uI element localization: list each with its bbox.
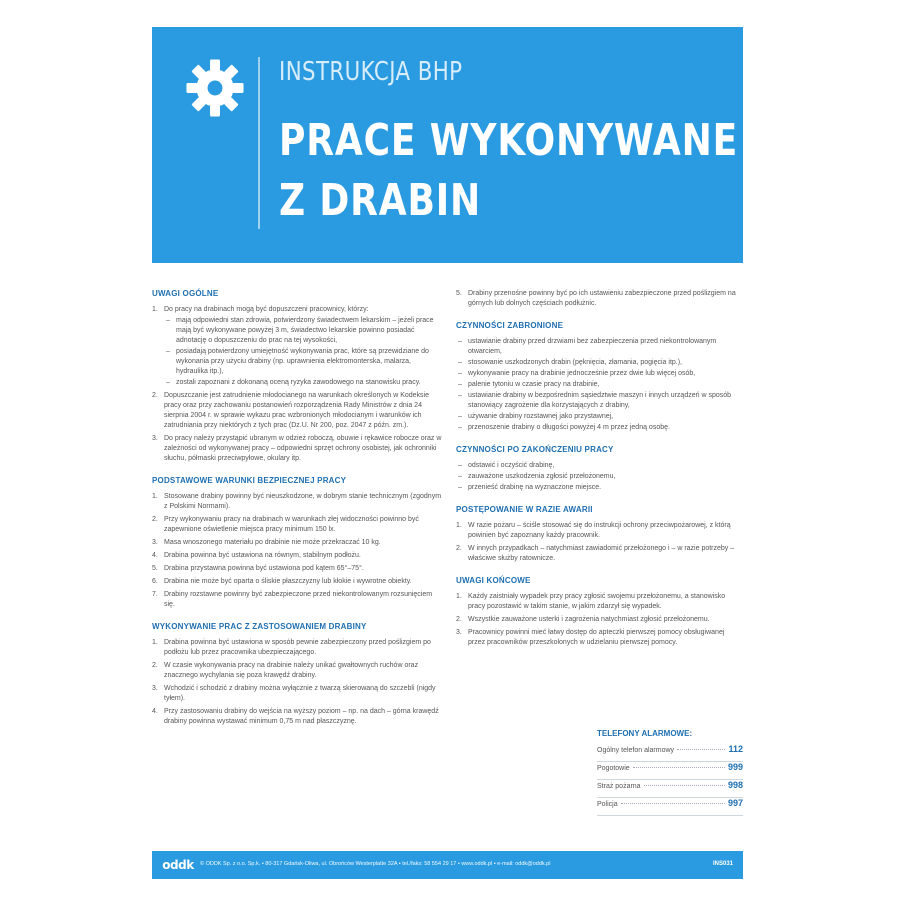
item-text: Pracownicy powinni mieć łatwy dostęp do apteczki pierwszej pomocy obsługiwanej przez pracowników przeszkolonych w udzielaniu pierwszej pomocy. bbox=[468, 629, 725, 646]
gear-icon bbox=[184, 57, 246, 119]
list-item: – ustawianie drabiny w bezpośrednim sąsiedztwie maszyn i innych urządzeń w sposób stanowiący zagrożenie dla korzystających z drabiny, bbox=[456, 391, 743, 411]
dot-leader bbox=[633, 767, 725, 768]
list-item bbox=[456, 615, 743, 625]
section-after-work bbox=[456, 445, 743, 493]
list-item bbox=[456, 521, 743, 541]
item-text: Przy wykonywaniu pracy na drabinach w warunkach złej widoczności powinno być zapewnione oświetlenie miejsca pracy minimum 150 lx. bbox=[164, 516, 419, 533]
sub-list bbox=[164, 316, 442, 388]
list-item bbox=[152, 638, 442, 658]
section-title: UWAGI OGÓLNE bbox=[152, 289, 219, 298]
item-text: Drabina powinna być ustawiona w sposób pewnie zabezpieczony przed poślizgiem po podłożu lub przez pracownika ubezpieczającego. bbox=[164, 639, 431, 656]
list-item bbox=[152, 305, 442, 388]
list-item bbox=[152, 391, 442, 431]
phone-label: Policja bbox=[597, 801, 618, 808]
item-text: W razie pożaru – ściśle stosować się do instrukcji ochrony przeciwpożarowej, z którą powinien być zapoznany każdy pracownik. bbox=[468, 522, 731, 539]
section-title: UWAGI KOŃCOWE bbox=[456, 576, 531, 585]
item-number: 2. bbox=[456, 616, 462, 623]
section-final-remarks bbox=[456, 576, 743, 648]
list-item bbox=[152, 515, 442, 535]
publisher-info: © ODDK Sp. z o.o. Sp.k. • 80-317 Gdańsk-Oliwa, ul. Obrońców Westerplatte 32A • tel./faks: 58 554 29 17 • www.oddk.pl • e-mail: oddk@oddk.pl bbox=[200, 861, 551, 867]
list-item bbox=[152, 551, 442, 561]
dot-leader bbox=[677, 749, 725, 750]
list-item bbox=[456, 544, 743, 564]
list-item bbox=[152, 590, 442, 610]
phone-number: 112 bbox=[728, 744, 743, 754]
right-column bbox=[456, 289, 743, 660]
item-number: 3. bbox=[152, 685, 158, 692]
list-item: – wykonywanie pracy na drabinie jednocześnie przez dwie lub więcej osób, bbox=[456, 369, 743, 379]
list-item bbox=[152, 564, 442, 574]
item-text: Przy zastosowaniu drabiny do wejścia na wyższy poziom – np. na dach – górna krawędź drabiny powinna wystawać minimum 0,75 m nad płaszczyznę. bbox=[164, 708, 439, 725]
section-title: CZYNNOŚCI PO ZAKOŃCZENIU PRACY bbox=[456, 445, 614, 454]
item-number: 4. bbox=[152, 552, 158, 559]
item-text: W innych przypadkach – natychmiast zawiadomić przełożonego i – w razie potrzeby – właściwe służby ratownicze. bbox=[468, 545, 735, 562]
phone-number: 998 bbox=[727, 780, 743, 790]
list-item: – stosowanie uszkodzonych drabin (pęknięcia, złamania, pogięcia itp.), bbox=[456, 358, 743, 368]
dot-leader bbox=[644, 785, 725, 786]
item-text: Każdy zaistniały wypadek przy pracy zgłosić swojemu przełożonemu, a stanowisko pracy pozostawić w takim stanie, w jakim zdarzył się wypadek. bbox=[468, 593, 726, 610]
item-number: 1. bbox=[456, 522, 462, 529]
header-divider bbox=[258, 57, 260, 229]
phone-row bbox=[597, 762, 743, 780]
phone-label: Straż pożarna bbox=[597, 783, 641, 790]
item-number: 3. bbox=[152, 539, 158, 546]
list-item bbox=[152, 684, 442, 704]
phone-row bbox=[597, 798, 743, 816]
item-text: Stosowane drabiny powinny być nieuszkodzone, w dobrym stanie technicznym (zgodnym z Polskimi Normami). bbox=[164, 493, 442, 510]
list-item: – ustawianie drabiny przed drzwiami bez zabezpieczenia przed niekontrolowanym otwarciem, bbox=[456, 337, 743, 357]
list-item: – używanie drabiny rozstawnej jako przystawnej, bbox=[456, 412, 743, 422]
list-item: – odstawić i oczyścić drabinę, bbox=[456, 461, 743, 471]
document-code: INS031 bbox=[712, 861, 733, 867]
list-item bbox=[456, 289, 743, 309]
item-number: 1. bbox=[152, 306, 158, 313]
item-text: Drabiny przenośne powinny być po ich ustawieniu zabezpieczone przed poślizgiem na górnych lub dolnych częściach podłużnic. bbox=[468, 290, 736, 307]
section-prohibited-actions bbox=[456, 321, 743, 433]
title-line-1: PRACE WYKONYWANE bbox=[279, 115, 739, 166]
list-item bbox=[152, 661, 442, 681]
list-item bbox=[456, 592, 743, 612]
phone-number: 997 bbox=[727, 798, 743, 808]
dot-leader bbox=[621, 803, 725, 804]
item-number: 2. bbox=[152, 392, 158, 399]
item-number: 7. bbox=[152, 591, 158, 598]
section-emergency bbox=[456, 505, 743, 564]
item-text: Wszystkie zauważone usterki i zagrożenia natychmiast zgłosić przełożonemu. bbox=[468, 616, 710, 623]
item-number: 2. bbox=[152, 516, 158, 523]
section-safe-work-conditions bbox=[152, 476, 442, 610]
sub-list-item: – zostali zapoznani z dokonaną oceną ryzyka zawodowego na stanowisku pracy. bbox=[164, 378, 442, 388]
item-number: 2. bbox=[152, 662, 158, 669]
section-title: CZYNNOŚCI ZABRONIONE bbox=[456, 321, 564, 330]
section-continued bbox=[456, 289, 743, 309]
item-text: Do pracy należy przystąpić ubranym w odzież roboczą, obuwie i rękawice robocze oraz w zależności od wykonywanej pracy – odpowiedni sprzęt ochrony osobistej, jak ochronniki słuchu, półmaski przeciwpyłowe, okulary itp. bbox=[164, 435, 442, 462]
list-item bbox=[152, 538, 442, 548]
list-item: – przenieść drabinę na wyznaczone miejsce. bbox=[456, 483, 743, 493]
list-item: – palenie tytoniu w czasie pracy na drabinie, bbox=[456, 380, 743, 390]
section-general-remarks bbox=[152, 289, 442, 464]
logo-text: oddk bbox=[162, 858, 194, 872]
item-number: 5. bbox=[456, 290, 462, 297]
sub-list-item: – mają odpowiedni stan zdrowia, potwierdzony świadectwem lekarskim – jeżeli prace mają być wykonywane powyżej 3 m, świadectwo lekarskie powinno posiadać adnotację o dopuszczeniu do prac na tej wysokości, bbox=[164, 316, 442, 346]
section-title: WYKONYWANIE PRAC Z ZASTOSOWANIEM DRABINY bbox=[152, 622, 367, 631]
list-item bbox=[152, 434, 442, 464]
item-number: 1. bbox=[152, 493, 158, 500]
item-text: Masa wnoszonego materiału po drabinie nie może przekraczać 10 kg. bbox=[164, 539, 381, 546]
section-title: POSTĘPOWANIE W RAZIE AWARII bbox=[456, 505, 593, 514]
item-number: 1. bbox=[152, 639, 158, 646]
item-number: 5. bbox=[152, 565, 158, 572]
header-banner bbox=[152, 27, 743, 263]
item-text: W czasie wykonywania pracy na drabinie należy unikać gwałtownych ruchów oraz znacznego wychylania się poza krawędź drabiny. bbox=[164, 662, 419, 679]
left-column bbox=[152, 289, 442, 739]
item-number: 4. bbox=[152, 708, 158, 715]
document-kicker: INSTRUKCJA BHP bbox=[279, 57, 463, 87]
list-item bbox=[152, 577, 442, 587]
list-item: – przenoszenie drabiny o długości powyżej 4 m przez jedną osobę. bbox=[456, 423, 743, 433]
item-text: Drabina nie może być oparta o śliskie płaszczyzny lub kłokie i wywrotne obiekty. bbox=[164, 578, 412, 585]
sub-list-item: – posiadają potwierdzony umiejętność wykonywania prac, które są przewidziane do wykonania przy użyciu drabiny (np. uprawnienia elektromonterska, malarza, hydraulika itp.), bbox=[164, 347, 442, 377]
phone-row bbox=[597, 780, 743, 798]
item-text: Dopuszczanie jest zatrudnienie młodocianego na warunkach określonych w Kodeksie pracy oraz przy zachowaniu postanowień rozporządzenia Rady Ministrów z dnia 24 sierpnia 2004 r. w sprawie wykazu prac wzbronionych młodocianym i warunków ich zatrudniania przy niektórych z tych prac (Dz.U. Nr 200, poz. 2047 z późn. zm.). bbox=[164, 392, 429, 429]
phone-row bbox=[597, 744, 743, 762]
list-item bbox=[456, 628, 743, 648]
item-text: Drabina powinna być ustawiona na równym, stabilnym podłożu. bbox=[164, 552, 361, 559]
item-text: Drabiny rozstawne powinny być zabezpieczone przed niekontrolowanym rozsunięciem się. bbox=[164, 591, 433, 608]
phone-label: Ogólny telefon alarmowy bbox=[597, 747, 675, 754]
section-title: PODSTAWOWE WARUNKI BEZPIECZNEJ PRACY bbox=[152, 476, 347, 485]
item-number: 6. bbox=[152, 578, 158, 585]
item-text: Wchodzić i schodzić z drabiny można wyłącznie z twarzą skierowaną do szczebli (nigdy tyłem). bbox=[164, 685, 436, 702]
item-number: 2. bbox=[456, 545, 462, 552]
list-item bbox=[152, 492, 442, 512]
list-item: – zauważone uszkodzenia zgłosić przełożonemu, bbox=[456, 472, 743, 482]
emergency-phones bbox=[597, 729, 743, 816]
publisher-logo bbox=[159, 858, 197, 872]
section-ladder-work bbox=[152, 622, 442, 727]
phone-number: 999 bbox=[727, 762, 743, 772]
list-item bbox=[152, 707, 442, 727]
item-number: 3. bbox=[152, 435, 158, 442]
title-line-2: Z DRABIN bbox=[279, 175, 482, 226]
phone-label: Pogotowie bbox=[597, 765, 630, 772]
footer-bar bbox=[152, 851, 743, 879]
item-text: Drabina przystawna powinna być ustawiona pod kątem 65°–75°. bbox=[164, 565, 364, 572]
phones-title: TELEFONY ALARMOWE: bbox=[597, 729, 693, 738]
item-number: 3. bbox=[456, 629, 462, 636]
item-text: Do pracy na drabinach mogą być dopuszczeni pracownicy, którzy: bbox=[164, 306, 369, 313]
item-number: 1. bbox=[456, 593, 462, 600]
instruction-sheet bbox=[152, 27, 743, 879]
